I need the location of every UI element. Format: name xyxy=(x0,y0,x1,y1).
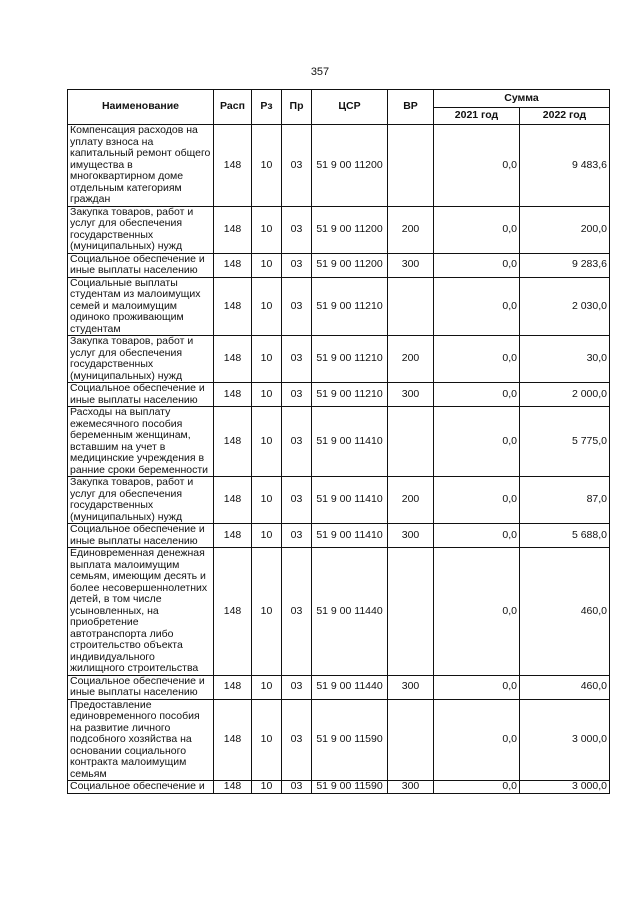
row-2021: 0,0 xyxy=(434,383,520,407)
row-pr: 03 xyxy=(282,383,312,407)
row-name: Социальное обеспечение и иные выплаты населению xyxy=(68,253,214,277)
table-header xyxy=(68,90,610,125)
row-name: Социальные выплаты студентам из малоимущих семей и малоимущим одиноко проживающим студентам xyxy=(68,277,214,336)
row-pr: 03 xyxy=(282,206,312,253)
row-csr: 51 9 00 11410 xyxy=(312,524,388,548)
header-2022: 2022 год xyxy=(520,107,610,125)
row-rz: 10 xyxy=(252,277,282,336)
row-vr: 300 xyxy=(388,383,434,407)
row-csr: 51 9 00 11200 xyxy=(312,206,388,253)
row-vr: 200 xyxy=(388,477,434,524)
budget-table xyxy=(67,89,610,794)
row-vr xyxy=(388,548,434,676)
row-name: Социальное обеспечение и иные выплаты населению xyxy=(68,383,214,407)
header-vr: ВР xyxy=(388,90,434,125)
row-csr: 51 9 00 11440 xyxy=(312,675,388,699)
row-name: Расходы на выплату ежемесячного пособия беременным женщинам, вставшим на учет в медицинские учреждения в ранние сроки беременности xyxy=(68,407,214,477)
table-row xyxy=(68,277,610,336)
row-rasp: 148 xyxy=(214,383,252,407)
row-name: Социальное обеспечение и xyxy=(68,781,214,794)
header-sum: Сумма xyxy=(434,90,610,108)
row-2021: 0,0 xyxy=(434,407,520,477)
row-2022: 460,0 xyxy=(520,675,610,699)
row-2022: 460,0 xyxy=(520,548,610,676)
row-2022: 3 000,0 xyxy=(520,781,610,794)
row-rz: 10 xyxy=(252,206,282,253)
row-csr: 51 9 00 11210 xyxy=(312,383,388,407)
row-2021: 0,0 xyxy=(434,477,520,524)
row-csr: 51 9 00 11590 xyxy=(312,699,388,781)
row-2022: 9 483,6 xyxy=(520,125,610,207)
row-vr: 200 xyxy=(388,206,434,253)
row-2022: 2 030,0 xyxy=(520,277,610,336)
row-pr: 03 xyxy=(282,675,312,699)
row-2021: 0,0 xyxy=(434,699,520,781)
row-pr: 03 xyxy=(282,477,312,524)
table-row xyxy=(68,206,610,253)
row-2022: 3 000,0 xyxy=(520,699,610,781)
row-2022: 5 775,0 xyxy=(520,407,610,477)
row-pr: 03 xyxy=(282,524,312,548)
row-name: Единовременная денежная выплата малоимущим семьям, имеющим десять и более несовершеннолетних детей, в том числе усыновленных, на приобретение автотранспорта либо строительство объекта индивидуального жилищного строительства xyxy=(68,548,214,676)
row-rz: 10 xyxy=(252,407,282,477)
row-name: Социальное обеспечение и иные выплаты населению xyxy=(68,675,214,699)
table-row xyxy=(68,383,610,407)
row-rasp: 148 xyxy=(214,699,252,781)
row-2022: 9 283,6 xyxy=(520,253,610,277)
row-rasp: 148 xyxy=(214,336,252,383)
row-2022: 200,0 xyxy=(520,206,610,253)
row-name: Закупка товаров, работ и услуг для обеспечения государственных (муниципальных) нужд xyxy=(68,206,214,253)
row-rasp: 148 xyxy=(214,524,252,548)
row-csr: 51 9 00 11210 xyxy=(312,336,388,383)
row-csr: 51 9 00 11440 xyxy=(312,548,388,676)
row-2021: 0,0 xyxy=(434,125,520,207)
row-2022: 30,0 xyxy=(520,336,610,383)
row-rasp: 148 xyxy=(214,781,252,794)
row-vr: 300 xyxy=(388,253,434,277)
row-2021: 0,0 xyxy=(434,206,520,253)
row-pr: 03 xyxy=(282,125,312,207)
row-csr: 51 9 00 11410 xyxy=(312,407,388,477)
row-csr: 51 9 00 11200 xyxy=(312,253,388,277)
row-2022: 87,0 xyxy=(520,477,610,524)
row-pr: 03 xyxy=(282,781,312,794)
header-rz: Рз xyxy=(252,90,282,125)
row-rz: 10 xyxy=(252,548,282,676)
row-name: Компенсация расходов на уплату взноса на капитальный ремонт общего имущества в многоквартирном доме отдельным категориям граждан xyxy=(68,125,214,207)
table-row xyxy=(68,407,610,477)
row-rz: 10 xyxy=(252,699,282,781)
row-rasp: 148 xyxy=(214,206,252,253)
row-vr: 300 xyxy=(388,524,434,548)
table-row xyxy=(68,699,610,781)
row-pr: 03 xyxy=(282,699,312,781)
row-rasp: 148 xyxy=(214,477,252,524)
row-2021: 0,0 xyxy=(434,336,520,383)
row-name: Социальное обеспечение и иные выплаты населению xyxy=(68,524,214,548)
row-csr: 51 9 00 11590 xyxy=(312,781,388,794)
row-vr: 300 xyxy=(388,675,434,699)
row-rasp: 148 xyxy=(214,407,252,477)
table-row xyxy=(68,781,610,794)
row-2021: 0,0 xyxy=(434,253,520,277)
row-2021: 0,0 xyxy=(434,524,520,548)
header-2021: 2021 год xyxy=(434,107,520,125)
header-csr: ЦСР xyxy=(312,90,388,125)
row-2021: 0,0 xyxy=(434,781,520,794)
row-rz: 10 xyxy=(252,383,282,407)
row-rasp: 148 xyxy=(214,277,252,336)
row-rz: 10 xyxy=(252,781,282,794)
row-rasp: 148 xyxy=(214,675,252,699)
row-rz: 10 xyxy=(252,253,282,277)
row-name: Закупка товаров, работ и услуг для обеспечения государственных (муниципальных) нужд xyxy=(68,336,214,383)
header-pr: Пр xyxy=(282,90,312,125)
row-pr: 03 xyxy=(282,277,312,336)
row-name: Закупка товаров, работ и услуг для обеспечения государственных (муниципальных) нужд xyxy=(68,477,214,524)
row-vr xyxy=(388,407,434,477)
row-2021: 0,0 xyxy=(434,548,520,676)
header-rasp: Расп xyxy=(214,90,252,125)
row-rz: 10 xyxy=(252,675,282,699)
row-2022: 2 000,0 xyxy=(520,383,610,407)
row-rz: 10 xyxy=(252,524,282,548)
row-vr xyxy=(388,125,434,207)
row-2021: 0,0 xyxy=(434,675,520,699)
table-row xyxy=(68,477,610,524)
table-row xyxy=(68,125,610,207)
row-pr: 03 xyxy=(282,336,312,383)
row-vr xyxy=(388,277,434,336)
row-csr: 51 9 00 11200 xyxy=(312,125,388,207)
row-rasp: 148 xyxy=(214,125,252,207)
row-pr: 03 xyxy=(282,253,312,277)
header-name: Наименование xyxy=(68,90,214,125)
table-row xyxy=(68,675,610,699)
table-row xyxy=(68,253,610,277)
row-2021: 0,0 xyxy=(434,277,520,336)
row-pr: 03 xyxy=(282,548,312,676)
row-csr: 51 9 00 11210 xyxy=(312,277,388,336)
table-body xyxy=(68,125,610,794)
row-rasp: 148 xyxy=(214,548,252,676)
row-rz: 10 xyxy=(252,125,282,207)
row-name: Предоставление единовременного пособия на развитие личного подсобного хозяйства на основании социального контракта малоимущим семьям xyxy=(68,699,214,781)
row-2022: 5 688,0 xyxy=(520,524,610,548)
row-vr xyxy=(388,699,434,781)
row-rz: 10 xyxy=(252,477,282,524)
row-vr: 300 xyxy=(388,781,434,794)
table-row xyxy=(68,524,610,548)
row-rz: 10 xyxy=(252,336,282,383)
table-row xyxy=(68,548,610,676)
page-number: 357 xyxy=(310,66,330,78)
table-row xyxy=(68,336,610,383)
row-vr: 200 xyxy=(388,336,434,383)
row-rasp: 148 xyxy=(214,253,252,277)
row-csr: 51 9 00 11410 xyxy=(312,477,388,524)
row-pr: 03 xyxy=(282,407,312,477)
